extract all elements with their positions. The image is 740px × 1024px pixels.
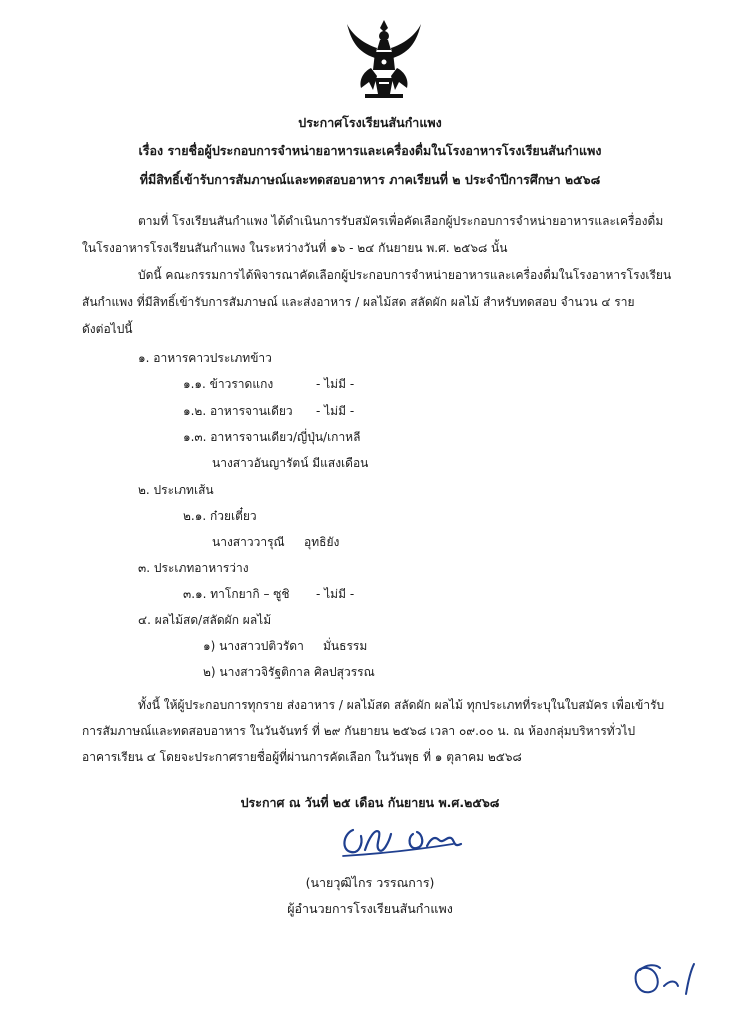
paragraph-3-line-1: ทั้งนี้ ให้ผู้ประกอบการทุกราย ส่งอาหาร / ผลไม้สด สลัดผัก ผลไม้ ทุกประเภทที่ระบุในใบสมัคร เพื่อเข้ารับ [138,698,665,712]
paragraph-2-line-1: บัดนี้ คณะกรรมการได้พิจารณาคัดเลือกผู้ประกอบการจำหน่ายอาหารและเครื่องดื่มในโรงอาหารโรงเรียน [138,268,672,282]
item-value: - ไม่มี - [316,377,355,391]
entry-name: ๑) นางสาวปติวรัดา [203,639,304,653]
section-4-2: ๒) นางสาวจิรัฐติกาล ศิลปสุวรรณ [203,665,375,679]
paragraph-1-line-2: ในโรงอาหารโรงเรียนสันกำแพง ในระหว่างวันที่ ๑๖ - ๒๔ กันยายน พ.ศ. ๒๕๖๘ นั้น [82,241,508,255]
director-name: (นายวุฒิไกร วรรณการ) [305,875,435,890]
first-name: นางสาววารุณี [212,535,285,549]
announcement-subject: เรื่อง รายชื่อผู้ประกอบการจำหน่ายอาหารและเครื่องดื่มในโรงอาหารโรงเรียนสันกำแพง [138,143,602,158]
section-1-1 [183,375,354,394]
section-2-1-name [212,533,339,552]
section-1-3-name: นางสาวอันญารัตน์ มีแสงเดือน [212,456,369,470]
initial-signature-icon [630,960,700,1000]
section-1-3: ๑.๓. อาหารจานเดียว/ญี่ปุ่น/เกาหลี [183,430,361,444]
paragraph-1-line-1: ตามที่ โรงเรียนสันกำแพง ได้ดำเนินการรับสมัครเพื่อคัดเลือกผู้ประกอบการจำหน่ายอาหารและเครื่องดื่ม [138,214,664,228]
section-2-heading: ๒. ประเภทเส้น [138,483,214,497]
paragraph-3-line-2: การสัมภาษณ์และทดสอบอาหาร ในวันจันทร์ ที่ ๒๙ กันยายน ๒๕๖๘ เวลา ๐๙.๐๐ น. ณ ห้องกลุ่มบริหารทั่วไป [82,724,636,738]
item-value: - ไม่มี - [316,587,355,601]
item-label: ๓.๑. ทาโกยากิ – ซูชิ [183,587,290,601]
director-position: ผู้อำนวยการโรงเรียนสันกำแพง [287,901,453,916]
section-1-heading: ๑. อาหารคาวประเภทข้าว [138,351,272,365]
announcement-heading: ประกาศโรงเรียนสันกำแพง [298,115,442,130]
item-value: - ไม่มี - [316,404,355,418]
section-4-1 [203,637,367,656]
section-3-heading: ๓. ประเภทอาหารว่าง [138,561,249,575]
announcement-date: ประกาศ ณ วันที่ ๒๕ เดือน กันยายน พ.ศ.๒๕๖๘ [240,795,500,810]
section-1-2 [183,402,354,421]
item-label: ๑.๑. ข้าวราดแกง [183,377,274,391]
section-2-1: ๒.๑. ก๋วยเตี๋ยว [183,509,257,523]
paragraph-2-line-2: สันกำแพง ที่มีสิทธิ์เข้ารับการสัมภาษณ์ และส่งอาหาร / ผลไม้สด สลัดผัก ผลไม้ สำหรับทดสอบ จำนวน ๔ ราย [82,295,635,309]
paragraph-2-line-3: ดังต่อไปนี้ [82,322,133,336]
section-4-heading: ๔. ผลไม้สด/สลัดผัก ผลไม้ [138,613,272,627]
section-3-1 [183,585,354,604]
paragraph-3-line-3: อาคารเรียน ๔ โดยจะประกาศรายชื่อผู้ที่ผ่านการคัดเลือก ในวันพุธ ที่ ๑ ตุลาคม ๒๕๖๘ [82,750,522,764]
last-name: อุทธิยัง [304,535,340,549]
item-label: ๑.๒. อาหารจานเดียว [183,404,293,418]
garuda-emblem-icon [345,18,423,100]
entry-surname: มั่นธรรม [323,639,368,653]
signature-icon [335,820,485,870]
announcement-subject-cont: ที่มีสิทธิ์เข้ารับการสัมภาษณ์และทดสอบอาหาร ภาคเรียนที่ ๒ ประจำปีการศึกษา ๒๕๖๘ [139,172,601,187]
